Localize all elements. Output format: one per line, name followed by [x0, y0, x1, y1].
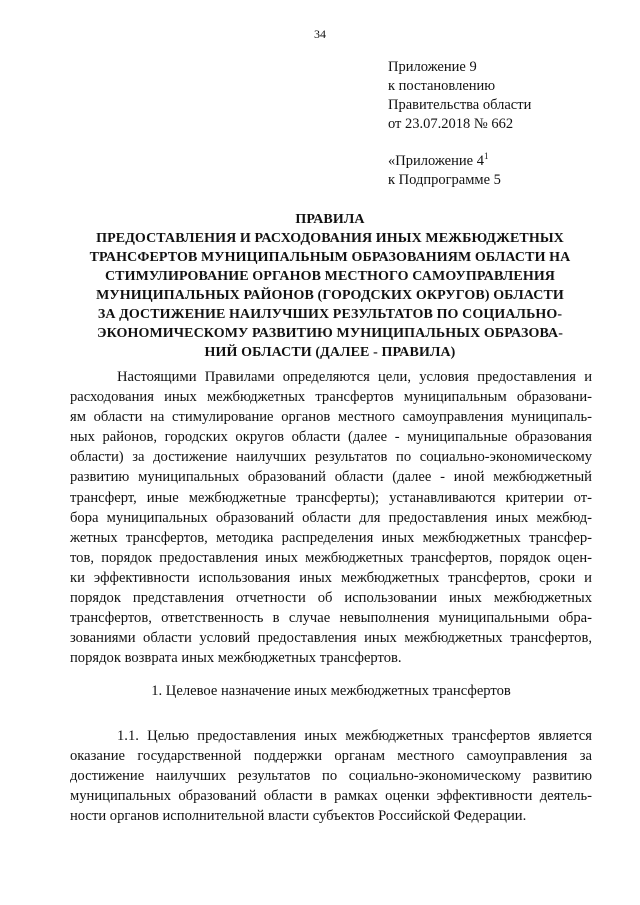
title-line: ПРЕДОСТАВЛЕНИЯ И РАСХОДОВАНИЯ ИНЫХ МЕЖБЮДЖЕТНЫХ: [96, 231, 564, 246]
appendix-quote-line: к Подпрограмме 5: [388, 172, 501, 188]
appendix-quote-superscript: 1: [483, 151, 489, 161]
title-line: ЭКОНОМИЧЕСКОМУ РАЗВИТИЮ МУНИЦИПАЛЬНЫХ ОБРАЗОВА-: [97, 326, 563, 341]
paragraph-line: зованиями области условий предоставления иных межбюджетных трансфертов,: [70, 630, 592, 647]
paragraph-line: области) за достижение наилучших результатов по социально-экономическому: [70, 449, 592, 466]
appendix-line: Приложение 9: [388, 59, 477, 75]
title-line: ЗА ДОСТИЖЕНИЕ НАИЛУЧШИХ РЕЗУЛЬТАТОВ ПО СОЦИАЛЬНО-: [97, 307, 563, 322]
paragraph-line: оказание государственной поддержки органам местного самоуправления за: [70, 748, 592, 765]
paragraph-line: бора муниципальных образований области для предоставления иных межбюд-: [70, 509, 592, 526]
paragraph-line: трансфертов, ответственность в случае невыполнения муниципальными обра-: [70, 610, 592, 627]
appendix-quote-line: [388, 147, 501, 171]
paragraph-line: расходования иных межбюджетных трансфертов муниципальным образовани-: [70, 389, 592, 406]
section-heading: 1. Целевое назначение иных межбюджетных трансфертов: [151, 683, 511, 699]
title-line: МУНИЦИПАЛЬНЫХ РАЙОНОВ (ГОРОДСКИХ ОКРУГОВ) ОБЛАСТИ: [96, 288, 564, 303]
section1-paragraph: [70, 726, 592, 826]
paragraph-line: Настоящими Правилами определяются цели, условия предоставления и: [117, 369, 592, 385]
paragraph-line: достижение наилучших результатов по социально-экономическому развитию: [70, 768, 592, 785]
paragraph-line: жетных трансфертов, методика распределения иных межбюджетных трансфер-: [70, 529, 592, 546]
appendix-quote: [388, 147, 501, 190]
document-title: [70, 210, 590, 362]
paragraph-line: порядок представления отчетности об использовании иных межбюджетных: [70, 590, 592, 607]
paragraph-line: порядок возврата иных межбюджетных трансфертов.: [70, 650, 402, 667]
paragraph-line: развитию муниципальных образований области (далее - иной межбюджетный: [70, 469, 592, 486]
appendix-line: Правительства области: [388, 97, 532, 113]
paragraph-line: муниципальных образований области в рамках оценки эффективности деятель-: [70, 788, 592, 805]
page-number: 34: [314, 27, 326, 41]
title-line: СТИМУЛИРОВАНИЕ ОРГАНОВ МЕСТНОГО САМОУПРАВЛЕНИЯ: [104, 269, 556, 284]
paragraph-line: тов, порядок предоставления иных межбюджетных трансфертов, порядок оцен-: [70, 549, 592, 566]
paragraph-line: трансферт, иные межбюджетные трансферты); устанавливаются критерии от-: [70, 489, 592, 506]
appendix-line: к постановлению: [388, 78, 496, 94]
title-line: НИЙ ОБЛАСТИ (ДАЛЕЕ - ПРАВИЛА): [204, 345, 456, 360]
appendix-quote-main: «Приложение 4: [388, 153, 484, 169]
paragraph-line: ных районов, городских округов области (далее - муниципальные образования: [70, 429, 592, 446]
paragraph-line: ки эффективности использования иных межбюджетных трансфертов, сроки и: [70, 569, 592, 586]
paragraph-line: 1.1. Целью предоставления иных межбюджетных трансфертов является: [117, 728, 592, 744]
paragraph-line: ям области на стимулирование органов местного самоуправления муниципаль-: [70, 409, 592, 426]
title-heading: ПРАВИЛА: [295, 212, 365, 227]
intro-paragraph: [70, 367, 592, 668]
title-line: ТРАНСФЕРТОВ МУНИЦИПАЛЬНЫМ ОБРАЗОВАНИЯМ ОБЛАСТИ НА: [89, 250, 571, 265]
appendix-line: от 23.07.2018 № 662: [388, 116, 514, 132]
paragraph-line: ности органов исполнительной власти субъектов Российской Федерации.: [70, 808, 527, 825]
appendix-reference: [388, 58, 531, 134]
